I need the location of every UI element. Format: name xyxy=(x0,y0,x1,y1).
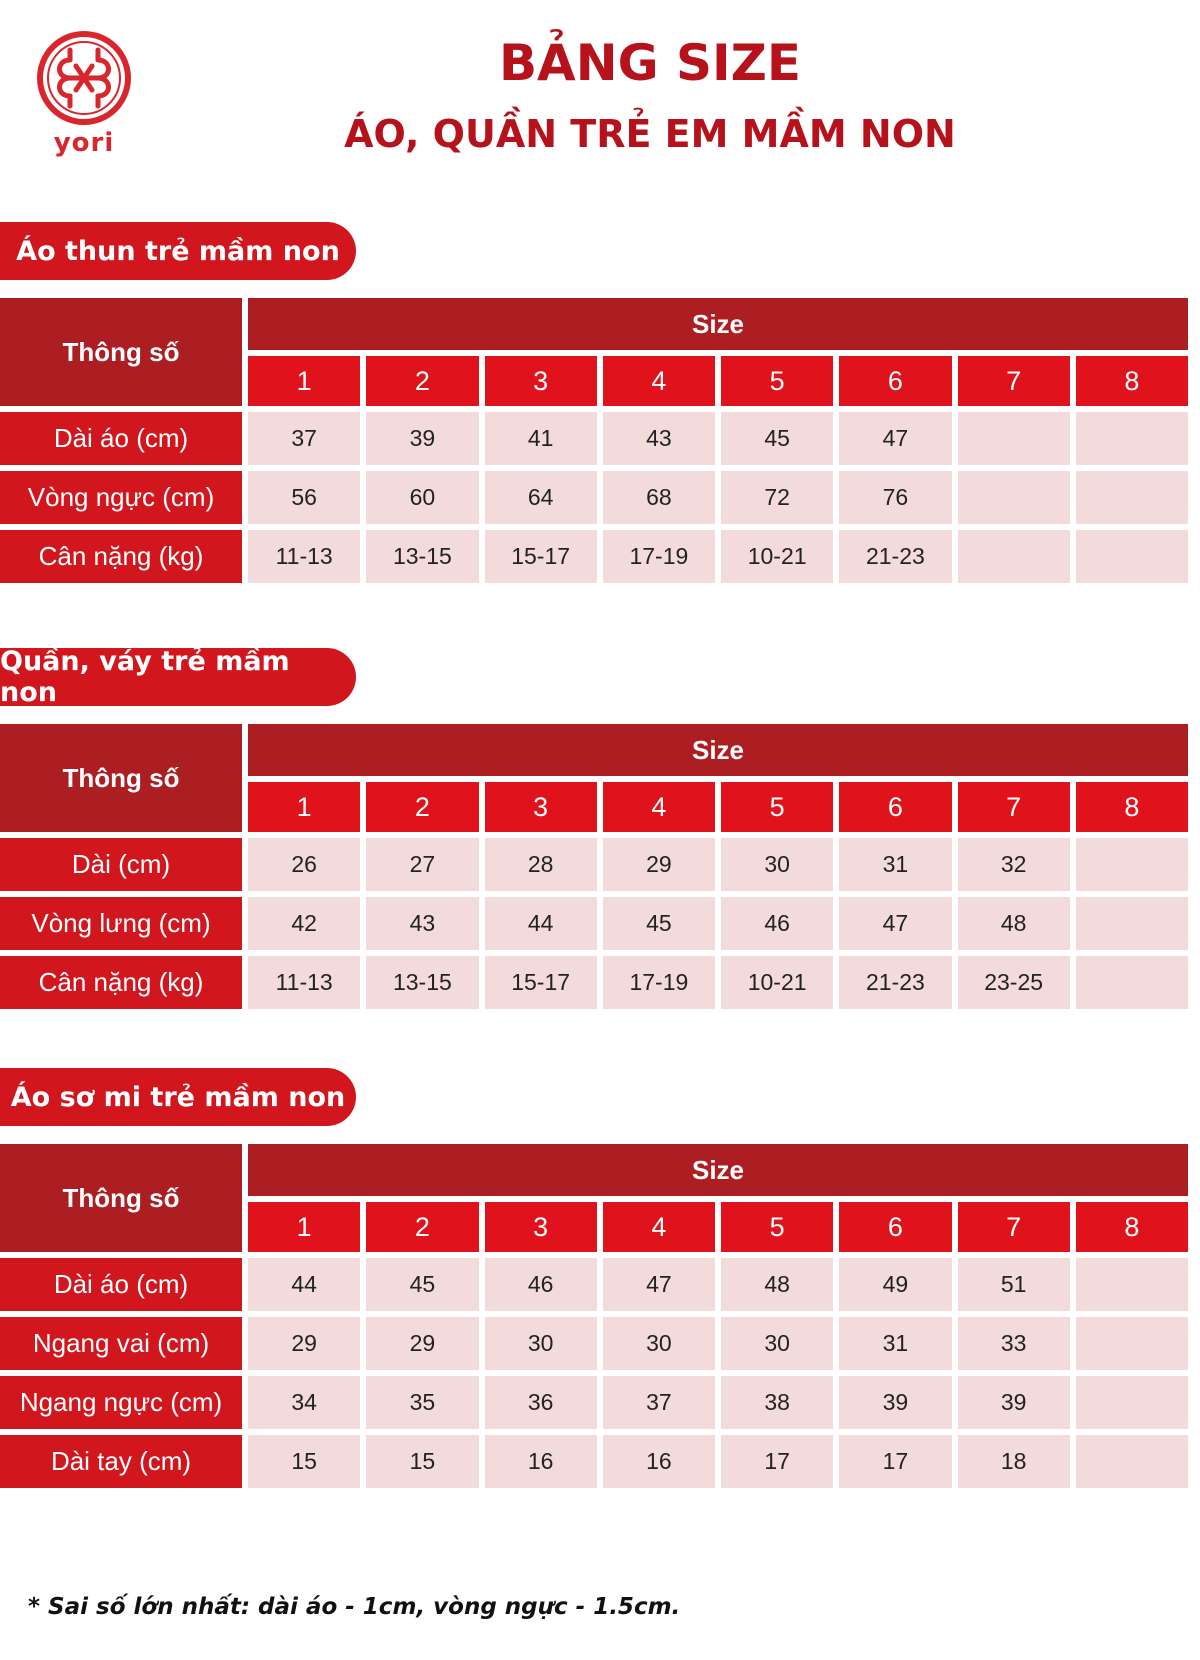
param-header: Thông số xyxy=(0,724,242,832)
size-number: 7 xyxy=(958,356,1070,406)
table-cell: 72 xyxy=(721,471,833,524)
table-cell xyxy=(1076,1258,1188,1311)
table-cell: 13-15 xyxy=(366,530,478,583)
table-cell: 47 xyxy=(839,412,951,465)
table-cell: 45 xyxy=(721,412,833,465)
size-number: 4 xyxy=(603,356,715,406)
size-header: Size xyxy=(248,724,1188,776)
size-number: 5 xyxy=(721,782,833,832)
table-cell: 29 xyxy=(248,1317,360,1370)
table-cell: 11-13 xyxy=(248,530,360,583)
table-cell: 38 xyxy=(721,1376,833,1429)
table-cell: 16 xyxy=(603,1435,715,1488)
row-label: Vòng ngực (cm) xyxy=(0,471,242,524)
size-number: 6 xyxy=(839,1202,951,1252)
knot-emblem-icon xyxy=(36,30,132,126)
size-number: 8 xyxy=(1076,356,1188,406)
table-row xyxy=(0,897,1188,950)
size-number: 8 xyxy=(1076,1202,1188,1252)
size-number: 1 xyxy=(248,1202,360,1252)
table-cell: 39 xyxy=(958,1376,1070,1429)
param-header: Thông số xyxy=(0,1144,242,1252)
table-cell: 68 xyxy=(603,471,715,524)
table-cell: 76 xyxy=(839,471,951,524)
size-number: 3 xyxy=(485,782,597,832)
table-cell xyxy=(958,471,1070,524)
table-cell: 13-15 xyxy=(366,956,478,1009)
table-cell: 17 xyxy=(721,1435,833,1488)
table-cell: 42 xyxy=(248,897,360,950)
table-cell: 36 xyxy=(485,1376,597,1429)
table-cell: 44 xyxy=(485,897,597,950)
table-cell: 37 xyxy=(248,412,360,465)
row-label: Dài áo (cm) xyxy=(0,412,242,465)
row-label: Vòng lưng (cm) xyxy=(0,897,242,950)
size-table-ao-thun xyxy=(0,292,1194,589)
table-cell: 43 xyxy=(366,897,478,950)
table-row xyxy=(0,838,1188,891)
table-cell: 15 xyxy=(366,1435,478,1488)
section-tag-ao-so-mi: Áo sơ mi trẻ mầm non xyxy=(0,1068,356,1126)
table-cell xyxy=(1076,1376,1188,1429)
size-number: 2 xyxy=(366,356,478,406)
size-number: 8 xyxy=(1076,782,1188,832)
table-cell xyxy=(1076,1317,1188,1370)
size-number: 3 xyxy=(485,1202,597,1252)
table-cell xyxy=(1076,1435,1188,1488)
table-cell xyxy=(1076,530,1188,583)
table-row xyxy=(0,471,1188,524)
table-cell: 48 xyxy=(721,1258,833,1311)
table-cell: 56 xyxy=(248,471,360,524)
size-header: Size xyxy=(248,298,1188,350)
table-cell xyxy=(1076,838,1188,891)
table-cell: 15 xyxy=(248,1435,360,1488)
table-row xyxy=(0,1317,1188,1370)
table-cell: 46 xyxy=(721,897,833,950)
table-cell: 28 xyxy=(485,838,597,891)
table-cell: 45 xyxy=(603,897,715,950)
table-cell: 10-21 xyxy=(721,530,833,583)
table-cell: 41 xyxy=(485,412,597,465)
table-cell: 15-17 xyxy=(485,530,597,583)
table-cell xyxy=(1076,412,1188,465)
row-label: Ngang ngực (cm) xyxy=(0,1376,242,1429)
table-cell: 48 xyxy=(958,897,1070,950)
size-number: 5 xyxy=(721,356,833,406)
table-cell: 15-17 xyxy=(485,956,597,1009)
size-number: 2 xyxy=(366,782,478,832)
size-number: 4 xyxy=(603,1202,715,1252)
param-header: Thông số xyxy=(0,298,242,406)
table-cell: 23-25 xyxy=(958,956,1070,1009)
row-label: Ngang vai (cm) xyxy=(0,1317,242,1370)
table-cell: 64 xyxy=(485,471,597,524)
size-header: Size xyxy=(248,1144,1188,1196)
size-number: 5 xyxy=(721,1202,833,1252)
table-cell: 33 xyxy=(958,1317,1070,1370)
size-number: 7 xyxy=(958,782,1070,832)
size-number: 2 xyxy=(366,1202,478,1252)
table-cell: 44 xyxy=(248,1258,360,1311)
table-cell xyxy=(958,530,1070,583)
size-table-quan-vay xyxy=(0,718,1194,1015)
table-row xyxy=(0,1435,1188,1488)
brand-wordmark: yori xyxy=(53,128,115,158)
table-cell: 17-19 xyxy=(603,530,715,583)
table-row xyxy=(0,530,1188,583)
table-cell: 35 xyxy=(366,1376,478,1429)
table-cell: 31 xyxy=(839,1317,951,1370)
size-number: 6 xyxy=(839,356,951,406)
table-cell xyxy=(958,412,1070,465)
table-cell: 30 xyxy=(721,838,833,891)
row-label: Cân nặng (kg) xyxy=(0,956,242,1009)
table-cell: 17-19 xyxy=(603,956,715,1009)
row-label: Cân nặng (kg) xyxy=(0,530,242,583)
table-cell xyxy=(1076,471,1188,524)
table-cell: 30 xyxy=(603,1317,715,1370)
table-cell: 49 xyxy=(839,1258,951,1311)
size-number: 3 xyxy=(485,356,597,406)
table-cell: 47 xyxy=(603,1258,715,1311)
size-number: 4 xyxy=(603,782,715,832)
table-cell: 32 xyxy=(958,838,1070,891)
table-row xyxy=(0,956,1188,1009)
table-cell: 30 xyxy=(721,1317,833,1370)
table-cell xyxy=(1076,956,1188,1009)
table-cell: 43 xyxy=(603,412,715,465)
table-cell: 21-23 xyxy=(839,530,951,583)
table-cell: 10-21 xyxy=(721,956,833,1009)
table-cell: 51 xyxy=(958,1258,1070,1311)
table-cell: 17 xyxy=(839,1435,951,1488)
table-cell: 21-23 xyxy=(839,956,951,1009)
row-label: Dài áo (cm) xyxy=(0,1258,242,1311)
table-cell: 39 xyxy=(839,1376,951,1429)
size-number: 1 xyxy=(248,356,360,406)
table-cell: 18 xyxy=(958,1435,1070,1488)
table-cell: 60 xyxy=(366,471,478,524)
table-cell: 46 xyxy=(485,1258,597,1311)
table-cell: 45 xyxy=(366,1258,478,1311)
table-cell: 31 xyxy=(839,838,951,891)
table-row xyxy=(0,1258,1188,1311)
table-cell: 34 xyxy=(248,1376,360,1429)
size-number: 6 xyxy=(839,782,951,832)
page-title: BẢNG SIZE xyxy=(498,34,802,92)
page-subtitle: ÁO, QUẦN TRẺ EM MẦM NON xyxy=(344,112,956,156)
table-row xyxy=(0,412,1188,465)
size-table-ao-so-mi xyxy=(0,1138,1194,1494)
size-number: 7 xyxy=(958,1202,1070,1252)
table-cell: 26 xyxy=(248,838,360,891)
row-label: Dài tay (cm) xyxy=(0,1435,242,1488)
row-label: Dài (cm) xyxy=(0,838,242,891)
table-cell: 30 xyxy=(485,1317,597,1370)
brand-logo xyxy=(36,30,132,160)
table-cell: 11-13 xyxy=(248,956,360,1009)
table-cell xyxy=(1076,897,1188,950)
table-cell: 29 xyxy=(366,1317,478,1370)
size-number: 1 xyxy=(248,782,360,832)
table-cell: 47 xyxy=(839,897,951,950)
table-cell: 16 xyxy=(485,1435,597,1488)
tolerance-note: * Sai số lớn nhất: dài áo - 1cm, vòng ngực - 1.5cm. xyxy=(28,1594,681,1620)
table-cell: 39 xyxy=(366,412,478,465)
table-row xyxy=(0,1376,1188,1429)
table-cell: 27 xyxy=(366,838,478,891)
section-tag-ao-thun: Áo thun trẻ mầm non xyxy=(0,222,356,280)
table-cell: 37 xyxy=(603,1376,715,1429)
section-tag-quan-vay: Quần, váy trẻ mầm non xyxy=(0,648,356,706)
table-cell: 29 xyxy=(603,838,715,891)
